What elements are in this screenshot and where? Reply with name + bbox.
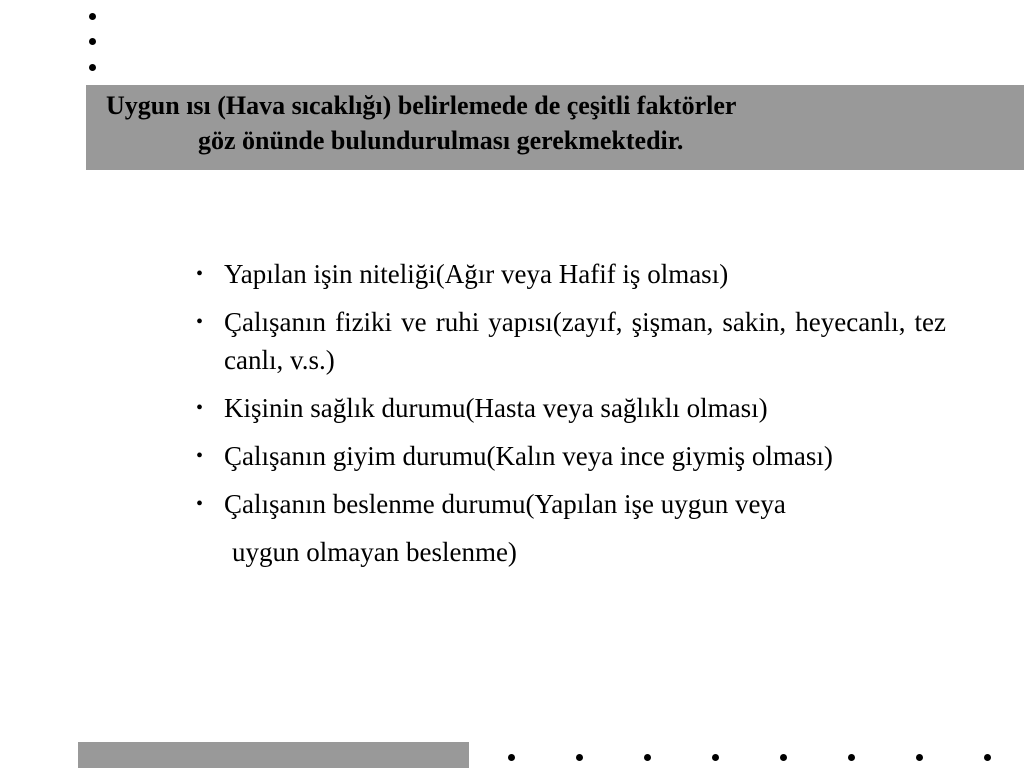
decor-dot-bottom-8 — [984, 754, 991, 761]
bullet-item — [196, 485, 946, 571]
bullet-text: Çalışanın beslenme durumu(Yapılan işe uygun veya — [224, 489, 786, 519]
decor-dot-bottom-7 — [916, 754, 923, 761]
decor-dot-bottom-3 — [644, 754, 651, 761]
decor-dot-top-2 — [89, 38, 96, 45]
bullet-item — [196, 303, 946, 379]
bullet-marker: • — [196, 397, 204, 419]
decor-dot-bottom-2 — [576, 754, 583, 761]
bullet-marker: • — [196, 263, 204, 285]
bullet-text: Çalışanın fiziki ve ruhi yapısı(zayıf, şişman, sakin, heyecanlı, tez canlı, v.s.) — [224, 307, 946, 375]
footer-band — [78, 742, 469, 768]
decor-dot-bottom-5 — [780, 754, 787, 761]
bullet-continuation: uygun olmayan beslenme) — [232, 537, 517, 567]
slide-title — [86, 88, 1024, 158]
slide-title-line-2: göz önünde bulundurulması gerekmektedir. — [198, 126, 684, 155]
bullet-marker: • — [196, 445, 204, 467]
decor-dot-bottom-1 — [508, 754, 515, 761]
bullet-text: Çalışanın giyim durumu(Kalın veya ince giymiş olması) — [224, 441, 833, 471]
decor-dot-bottom-6 — [848, 754, 855, 761]
bullet-item — [196, 389, 946, 427]
bullet-text: Kişinin sağlık durumu(Hasta veya sağlıklı olması) — [224, 393, 768, 423]
bullet-item — [196, 437, 946, 475]
decor-dot-bottom-4 — [712, 754, 719, 761]
bullet-marker: • — [196, 311, 204, 333]
bullet-item — [196, 255, 946, 293]
slide-title-line-1: Uygun ısı (Hava sıcaklığı) belirlemede de çeşitli faktörler — [106, 91, 737, 120]
bullet-list — [196, 255, 946, 581]
bullet-text: Yapılan işin niteliği(Ağır veya Hafif iş olması) — [224, 259, 729, 289]
bullet-marker: • — [196, 493, 204, 515]
decor-dot-top-1 — [89, 13, 96, 20]
decor-dot-top-3 — [89, 64, 96, 71]
